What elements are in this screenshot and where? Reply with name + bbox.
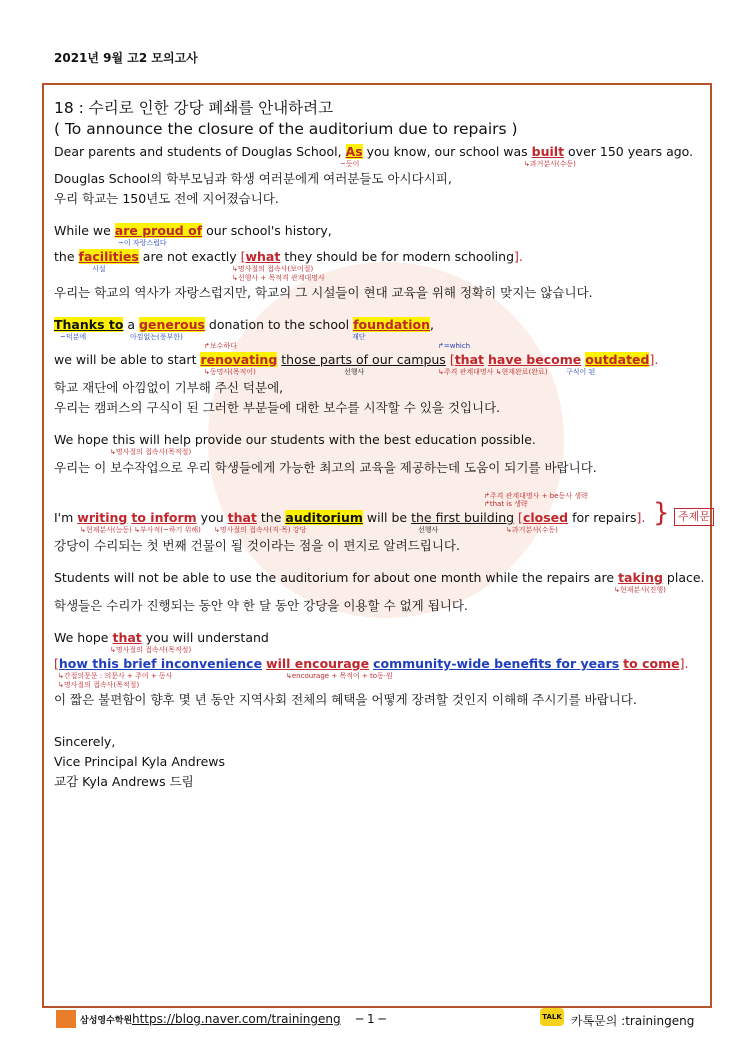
phrase-thanks-to: Thanks to bbox=[54, 317, 124, 332]
p1-english: Dear parents and students of Douglas School, As you know, our school was built over 150 years ago. bbox=[54, 144, 694, 159]
word-what: what bbox=[245, 249, 281, 264]
title-korean: 18 : 수리로 인한 강당 폐쇄를 안내하려고 bbox=[54, 99, 334, 117]
word-writing: writing bbox=[77, 510, 128, 525]
p7-notes-2: ↳간접의문문 : 의문사 + 주어 + 동사 ↳명사절의 접속사(목적절) ↳encourage + 목적어 + to동·원 bbox=[58, 672, 393, 689]
p2-english-2: the facilities are not exactly [what they should be for modern schooling]. bbox=[54, 249, 523, 264]
kakao-contact: 카톡문의 :trainingeng bbox=[571, 1014, 695, 1028]
p1-notes: ~듯이 ↳과거분사(수동) bbox=[340, 160, 576, 168]
word-foundation: foundation bbox=[353, 317, 431, 332]
p2-english-1: While we are proud of our school's history, bbox=[54, 223, 332, 238]
word-as: As bbox=[345, 144, 363, 159]
p3-english-1: Thanks to a generous donation to the school foundation, bbox=[54, 317, 435, 332]
word-generous: generous bbox=[139, 317, 205, 332]
phrase-first-building: the first building bbox=[411, 510, 515, 525]
topic-bracket: } bbox=[653, 498, 670, 528]
p3-notes-top: ↱보수하다 ↱=which bbox=[204, 342, 471, 350]
word-taking: taking bbox=[618, 570, 663, 585]
word-closed: closed bbox=[522, 510, 569, 525]
word-that-conj: that bbox=[227, 510, 257, 525]
p4-note: ↳명사절의 접속사(목적절) bbox=[110, 448, 192, 456]
word-built: built bbox=[531, 144, 565, 159]
word-that-hope: that bbox=[112, 630, 142, 645]
exam-header: 2021년 9월 고2 모의고사 bbox=[54, 51, 198, 65]
closing-name-en: Vice Principal Kyla Andrews bbox=[54, 754, 226, 769]
p5-notes-top: ↱주격 관계대명사 + be동사 생략 ↱that is 생략 bbox=[484, 492, 588, 508]
p6-korean: 학생들은 수리가 진행되는 동안 약 한 달 동안 강당을 이용할 수 없게 됩니다. bbox=[54, 598, 468, 613]
p1-korean-2: 우리 학교는 150년도 전에 지어졌습니다. bbox=[54, 191, 279, 206]
p6-english: Students will not be able to use the auditorium for about one month while the repairs are taking place. bbox=[54, 570, 705, 585]
p5-korean: 강당이 수리되는 첫 번째 건물이 될 것이라는 점을 이 편지로 알려드립니다. bbox=[54, 538, 460, 553]
document-content bbox=[54, 98, 710, 792]
p4-english: We hope this will help provide our students with the best education possible. bbox=[54, 432, 536, 447]
p3-english-2: we will be able to start renovating those parts of our campus [that have become outdated]. bbox=[54, 352, 659, 367]
topic-sentence-tag: 주제문 bbox=[674, 508, 714, 526]
word-facilities: facilities bbox=[78, 249, 139, 264]
p5-notes: ↳현재분사(능동) ↳부사적(~하기 위해) ↳명사절의 접속사(직·목) 강당 선행사 ↳과거분사(수동) bbox=[80, 526, 558, 534]
academy-logo-icon bbox=[56, 1010, 76, 1028]
word-outdated: outdated bbox=[585, 352, 650, 367]
phrase-will-encourage: will encourage bbox=[266, 656, 370, 671]
phrase-to-come: to come bbox=[623, 656, 680, 671]
phrase-community-benefits: community-wide benefits for years bbox=[373, 656, 620, 671]
blog-link[interactable]: https://blog.naver.com/trainingeng bbox=[132, 1012, 341, 1026]
p7-english-2: [how this brief inconvenience will encourage community-wide benefits for years to come]. bbox=[54, 656, 689, 671]
word-renovating: renovating bbox=[200, 352, 278, 367]
word-that-rel: that bbox=[454, 352, 484, 367]
kakaotalk-icon: TALK bbox=[540, 1008, 564, 1026]
p2-korean: 우리는 학교의 역사가 자랑스럽지만, 학교의 그 시설들이 현대 교육을 위해 정확히 맞지는 않습니다. bbox=[54, 285, 593, 300]
phrase-to-inform: to inform bbox=[131, 510, 197, 525]
p3-notes-1: ~덕분에 아낌없는(풍부한) 재단 bbox=[60, 333, 366, 341]
p1-korean-1: Douglas School의 학부모님과 학생 여러분에게 여러분들도 아시다시피, bbox=[54, 171, 452, 186]
p2-note-1: ~이 자랑스럽다 bbox=[118, 239, 167, 247]
phrase-have-become: have become bbox=[487, 352, 582, 367]
closing-name-ko: 교감 Kyla Andrews 드림 bbox=[54, 774, 194, 789]
phrase-are-proud-of: are proud of bbox=[114, 223, 203, 238]
title-english: ( To announce the closure of the auditorium due to repairs ) bbox=[54, 120, 518, 138]
p3-korean-1: 학교 재단에 아낌없이 기부해 주신 덕분에, bbox=[54, 380, 284, 395]
p5-english: I'm writing to inform you that the auditorium will be the first building [closed for repairs]. } 주제문 bbox=[54, 510, 706, 526]
p6-note: ↳현재분사(진행) bbox=[614, 586, 666, 594]
p2-notes-2: 시설 ↳명사절의 접속사(보어절) ↳선행사 + 목적격 관계대명사 bbox=[92, 265, 325, 282]
p7-note-1: ↳명사절의 접속사(목적절) bbox=[110, 646, 192, 654]
p3-korean-2: 우리는 캠퍼스의 구식이 된 그러한 부분들에 대한 보수를 시작할 수 있을 것입니다. bbox=[54, 400, 501, 415]
p7-korean: 이 짧은 불편함이 향후 몇 년 동안 지역사회 전체의 혜택을 어떻게 장려할 것인지 이해해 주시기를 바랍니다. bbox=[54, 692, 637, 707]
closing-sincerely: Sincerely, bbox=[54, 734, 116, 749]
word-auditorium: auditorium bbox=[285, 510, 363, 525]
p7-english-1: We hope that you will understand bbox=[54, 630, 269, 645]
p3-notes-2: ↳동명사(목적어) 선행사 ↳주격 관계대명사 ↳현재완료(완료) 구식이 된 bbox=[204, 368, 596, 376]
phrase-how-inconvenience: how this brief inconvenience bbox=[58, 656, 263, 671]
page-number: ─ 1 ─ bbox=[356, 1012, 386, 1026]
academy-name: 삼성영수학원 bbox=[80, 1016, 133, 1026]
p4-korean: 우리는 이 보수작업으로 우리 학생들에게 가능한 최고의 교육을 제공하는데 도움이 되기를 바랍니다. bbox=[54, 460, 597, 475]
phrase-parts-of-campus: those parts of our campus bbox=[281, 352, 446, 367]
